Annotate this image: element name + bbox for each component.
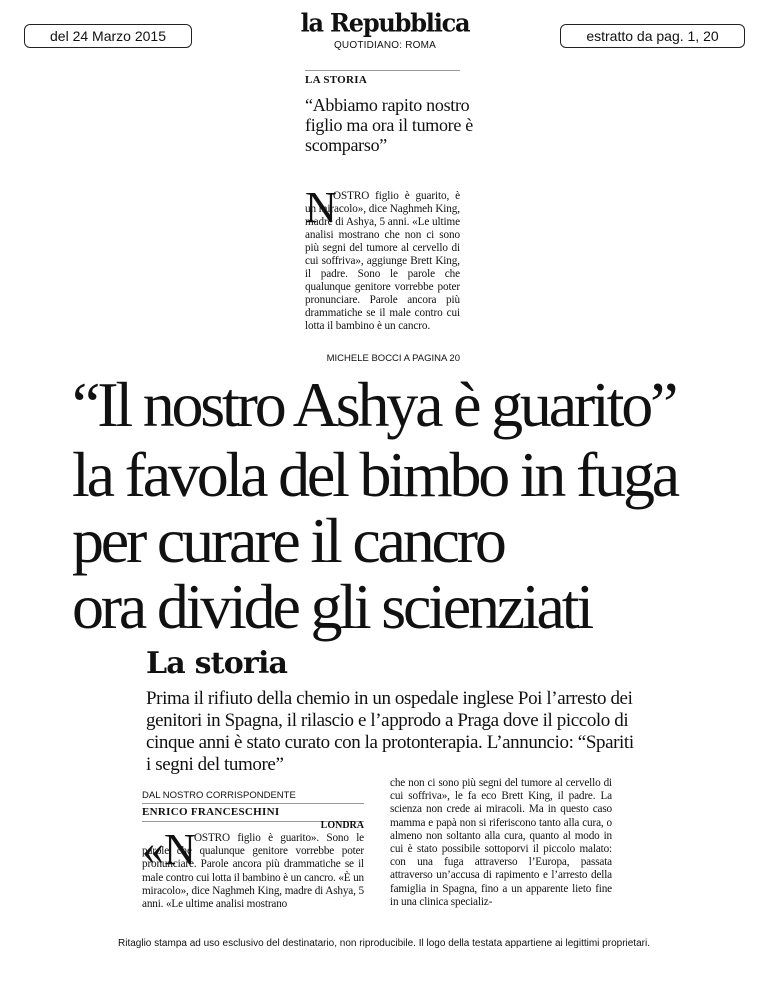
teaser-body: OSTRO figlio è guarito, è un miracolo», dice Naghmeh King, madre di Ashya, 5 anni. «Le ultime analisi mostrano che non ci sono più segni del tumore al cervello di cui soffriva», aggiunge Brett King, il padre. Sono le parole che qualunque genitore vorrebbe poter pronunciare. Parole ancora più drammatiche se il male contro cui lotta il bambino è un cancro. (305, 190, 460, 332)
newspaper-logo: la Repubblica (300, 7, 470, 38)
teaser-kicker: LA STORIA (305, 74, 368, 86)
headline-line-3: per curare il cancro (72, 505, 504, 576)
copyright-footer: Ritaglio stampa ad uso esclusivo del destinatario, non riproducibile. Il logo della testata appartiene ai legittimi proprietari. (118, 938, 650, 949)
kicker-divider (305, 70, 460, 71)
headline-line-2: la favola del bimbo in fuga (72, 439, 677, 510)
date-box (24, 24, 192, 48)
article-column-2: che non ci sono più segni del tumore al cervello di cui soffriva», le fa eco Brett King, il padre. La scienza non crede ai miracoli. Ma in questo caso mamma e papà non si riferiscono tanto alla cura, o almeno non soltanto alla cura, quanto al modo in cui è stato possibile sottoporvi il piccolo malato: con una fuga attraverso l’Europa, passata attraverso un’accusa di rapimento e l’arresto della famiglia in Spagna, fino a un apparente lieto fine in una clinica specializ- (390, 777, 612, 908)
headline-line-1: “Il nostro Ashya è guarito” (72, 369, 676, 440)
article-dropcap: «N (142, 825, 196, 874)
headline-line-4: ora divide gli scienziati (72, 571, 591, 642)
page-reference-box (560, 24, 745, 48)
page-reference: estratto da pag. 1, 20 (586, 28, 719, 44)
section-label: La storia (146, 646, 288, 681)
article-dateline: LONDRA (320, 820, 364, 831)
teaser-byline: MICHELE BOCCI A PAGINA 20 (326, 353, 460, 364)
byline-divider (142, 803, 364, 804)
article-author: ENRICO FRANCESCHINI (142, 806, 280, 818)
teaser-title: “Abbiamo rapito nostro figlio ma ora il tumore è scomparso” (305, 95, 473, 155)
correspondent-label: DAL NOSTRO CORRISPONDENTE (142, 790, 296, 801)
article-column-1: OSTRO figlio è guarito». Sono le parole che qualunque genitore vorrebbe poter pronunciare. Parole ancora più drammatiche se il male contro cui lotta il bambino è un cancro. «È un miracolo», dice Naghmeh King, madre di Ashya, 5 anni. «Le ultime analisi mostrano (142, 832, 364, 911)
subheadline: Prima il rifiuto della chemio in un ospedale inglese Poi l’arresto dei genitori in Spagna, il rilascio e l’approdo a Praga dove il piccolo di cinque anni è stato curato con la protonterapia. L’annuncio: “Spariti i segni del tumore” (146, 688, 634, 775)
issue-date: del 24 Marzo 2015 (50, 28, 166, 44)
masthead (300, 8, 470, 52)
teaser-dropcap: N (305, 183, 337, 232)
edition-label: QUOTIDIANO: ROMA (333, 40, 437, 51)
